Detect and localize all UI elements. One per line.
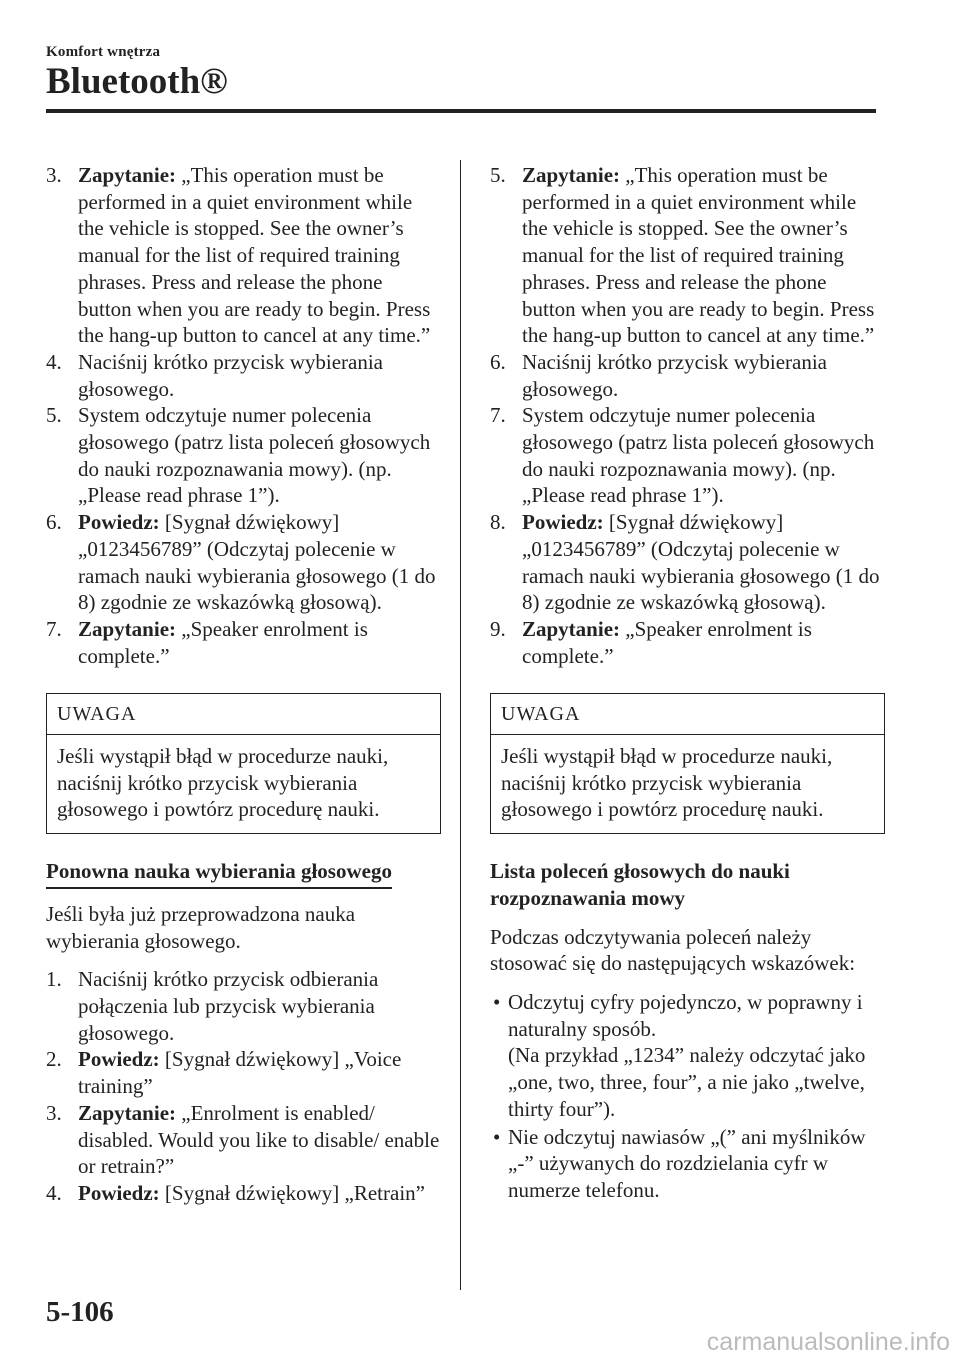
step-number: 4. xyxy=(46,349,62,374)
step-item xyxy=(46,349,441,402)
bullet-text: Odczytuj cyfry pojedynczo, w poprawny i naturalny sposób. xyxy=(508,989,863,1041)
step-number: 9. xyxy=(490,616,506,641)
bullet-item xyxy=(490,989,885,1123)
intro-paragraph: Jeśli była już przeprowadzona nauka wybierania głosowego. xyxy=(46,901,356,953)
step-text: „This operation must be performed in a quiet environment while the vehicle is stopped. See the owner’s manual for the list of required training phrases. Press and release the phone button when you are ready to begin. Press the hang-up button to cancel at any time.” xyxy=(522,163,875,348)
step-item xyxy=(46,1180,441,1207)
step-text: [Sygnał dźwiękowy] „0123456789” (Odczytaj polecenie w ramach nauki wybierania głosowego (1 do 8) zgodnie ze wskazówką głosową). xyxy=(78,510,436,615)
step-number: 5. xyxy=(490,163,506,187)
step-text: System odczytuje numer polecenia głosowego (patrz lista poleceń głosowych do nauki rozpoznawania mowy). (np. „Please read phrase 1”). xyxy=(522,403,875,508)
bullet-text: Nie odczytuj nawiasów „(” ani myślników „-” używanych do rozdzielania cyfr w numerze telefonu. xyxy=(508,1124,866,1202)
note-body: Jeśli wystąpił błąd w procedurze nauki, naciśnij krótko przycisk wybierania głosowego i powtórz procedurę nauki. xyxy=(501,744,833,822)
step-number: 8. xyxy=(490,510,506,535)
step-item xyxy=(490,616,885,669)
step-item xyxy=(46,616,441,669)
note-body: Jeśli wystąpił błąd w procedurze nauki, naciśnij krótko przycisk wybierania głosowego i powtórz procedurę nauki. xyxy=(57,744,389,822)
step-number: 7. xyxy=(46,616,62,641)
header-rule xyxy=(46,109,876,113)
step-number: 4. xyxy=(46,1180,62,1205)
step-number: 1. xyxy=(46,967,62,992)
step-text: Naciśnij krótko przycisk wybierania głosowego. xyxy=(522,349,827,401)
step-label: Zapytanie: xyxy=(78,1100,177,1125)
step-text: Naciśnij krótko przycisk wybierania głosowego. xyxy=(78,349,383,401)
watermark: carmanualsonline.info xyxy=(706,1328,950,1356)
step-label: Zapytanie: xyxy=(522,616,621,641)
step-label: Powiedz: xyxy=(78,1047,160,1072)
section-heading xyxy=(46,858,441,889)
note-box xyxy=(490,693,885,834)
step-item xyxy=(490,349,885,402)
step-text: „Speaker enrolment is complete.” xyxy=(522,616,812,668)
section-label: Komfort wnętrza xyxy=(46,44,161,60)
step-number: 2. xyxy=(46,1047,62,1072)
step-item xyxy=(490,162,885,349)
section-heading-text: Ponowna nauka wybierania głosowego xyxy=(46,858,392,889)
step-text: [Sygnał dźwiękowy] „0123456789” (Odczytaj polecenie w ramach nauki wybierania głosowego (1 do 8) zgodnie ze wskazówką głosową). xyxy=(522,510,880,615)
intro-paragraph: Podczas odczytywania poleceń należy stosować się do następujących wskazówek: xyxy=(490,924,856,976)
step-item xyxy=(46,1100,441,1180)
step-label: Powiedz: xyxy=(522,510,604,535)
bullet-item xyxy=(490,1124,885,1204)
step-item xyxy=(46,509,441,616)
step-number: 6. xyxy=(490,349,506,374)
step-text: „This operation must be performed in a quiet environment while the vehicle is stopped. See the owner’s manual for the list of required training phrases. Press and release the phone button when you are ready to begin. Press the hang-up button to cancel at any time.” xyxy=(78,163,431,348)
step-label: Powiedz: xyxy=(78,1180,160,1205)
step-label: Powiedz: xyxy=(78,510,160,535)
bullet-icon: • xyxy=(493,989,501,1014)
step-item xyxy=(46,162,441,349)
step-text: „Enrolment is enabled/ disabled. Would you like to disable/ enable or retrain?” xyxy=(78,1100,440,1179)
bullet-icon: • xyxy=(493,1124,501,1149)
step-item xyxy=(490,509,885,616)
bullet-extra: (Na przykład „1234” należy odczytać jako „one, two, three, four”, a nie jako „twelve, thirty four”). xyxy=(508,1043,866,1121)
left-column xyxy=(46,162,441,1207)
step-label: Zapytanie: xyxy=(78,163,177,187)
step-item xyxy=(46,1046,441,1099)
step-text: [Sygnał dźwiękowy] „Retrain” xyxy=(159,1180,425,1205)
note-box xyxy=(46,693,441,834)
step-number: 3. xyxy=(46,163,62,187)
column-divider xyxy=(460,160,461,1290)
page-title: Bluetooth® xyxy=(46,61,228,102)
step-number: 3. xyxy=(46,1100,62,1125)
step-label: Zapytanie: xyxy=(522,163,621,187)
page-number: 5-106 xyxy=(46,1296,114,1328)
step-item xyxy=(490,402,885,509)
step-text: „Speaker enrolment is complete.” xyxy=(78,616,368,668)
right-column xyxy=(490,162,885,1205)
step-number: 5. xyxy=(46,403,62,428)
section-heading: Lista poleceń głosowych do nauki rozpoznawania mowy xyxy=(490,859,790,910)
step-item xyxy=(46,966,441,1046)
step-text: Naciśnij krótko przycisk odbierania połączenia lub przycisk wybierania głosowego. xyxy=(78,967,379,1045)
step-number: 7. xyxy=(490,403,506,428)
note-title: UWAGA xyxy=(491,694,884,735)
note-title: UWAGA xyxy=(47,694,440,735)
step-item xyxy=(46,402,441,509)
step-text: System odczytuje numer polecenia głosowego (patrz lista poleceń głosowych do nauki rozpoznawania mowy). (np. „Please read phrase 1”). xyxy=(78,403,431,508)
step-label: Zapytanie: xyxy=(78,616,177,641)
step-text: [Sygnał dźwiękowy] „Voice training” xyxy=(78,1047,402,1099)
step-number: 6. xyxy=(46,510,62,535)
